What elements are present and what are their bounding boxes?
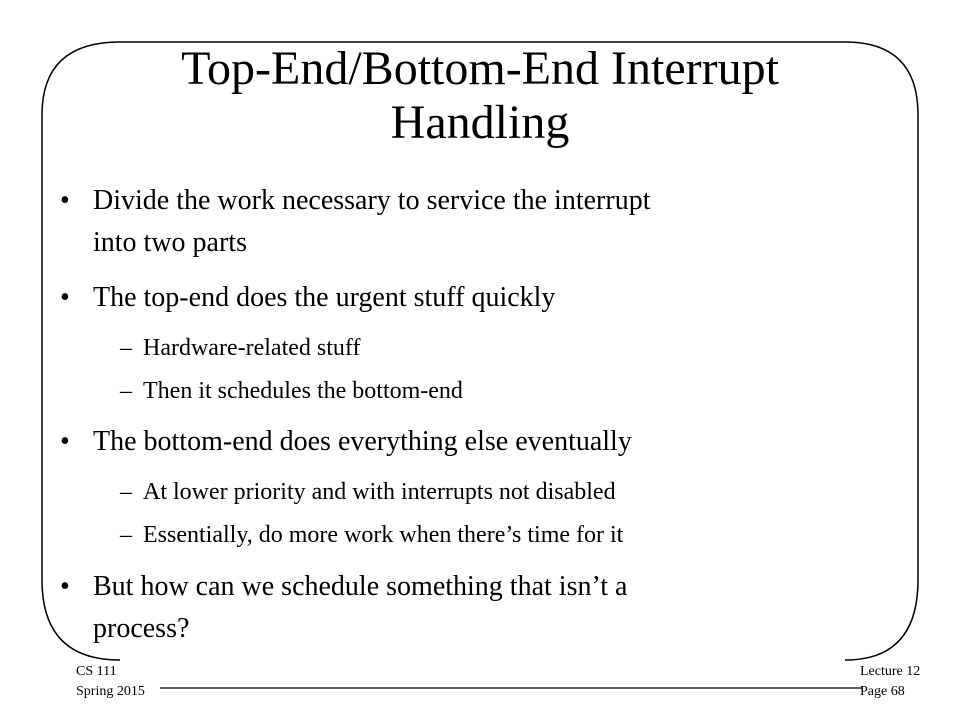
sub-bullet-text: At lower priority and with interrupts not disabled <box>143 479 616 505</box>
sub-bullet-text: Hardware-related stuff <box>143 335 361 361</box>
footer-lecture-info <box>860 662 920 702</box>
sub-bullet-text: Then it schedules the bottom-end <box>143 378 463 404</box>
bullet-marker: • <box>60 185 70 216</box>
bullet-marker: • <box>60 571 70 602</box>
footer-page: Page 68 <box>860 684 905 699</box>
bullet-text-line2: process? <box>93 613 190 644</box>
sub-bullet-marker: – <box>120 378 132 404</box>
slide-title-line1: Top-End/Bottom-End Interrupt <box>181 42 779 95</box>
bullet-text: The top-end does the urgent stuff quickly <box>93 282 556 313</box>
bullet-marker: • <box>60 426 70 457</box>
sub-bullet-marker: – <box>120 479 132 505</box>
bullet-text-line1: Divide the work necessary to service the interrupt <box>93 185 651 216</box>
bullet-marker: • <box>60 282 70 313</box>
footer-term: Spring 2015 <box>76 684 145 699</box>
bullet-text-line2: into two parts <box>93 227 247 258</box>
footer-course-info <box>76 662 145 702</box>
sub-bullet-text: Essentially, do more work when there’s time for it <box>143 522 624 548</box>
bullet-text: The bottom-end does everything else eventually <box>93 426 632 457</box>
bullet-text-line1: But how can we schedule something that isn’t a <box>93 571 628 602</box>
footer-course: CS 111 <box>76 664 117 679</box>
sub-bullet-marker: – <box>120 335 132 361</box>
footer-lecture: Lecture 12 <box>860 664 921 679</box>
slide-title-line2: Handling <box>390 96 570 149</box>
sub-bullet-marker: – <box>120 522 132 548</box>
slide-title <box>60 42 900 150</box>
